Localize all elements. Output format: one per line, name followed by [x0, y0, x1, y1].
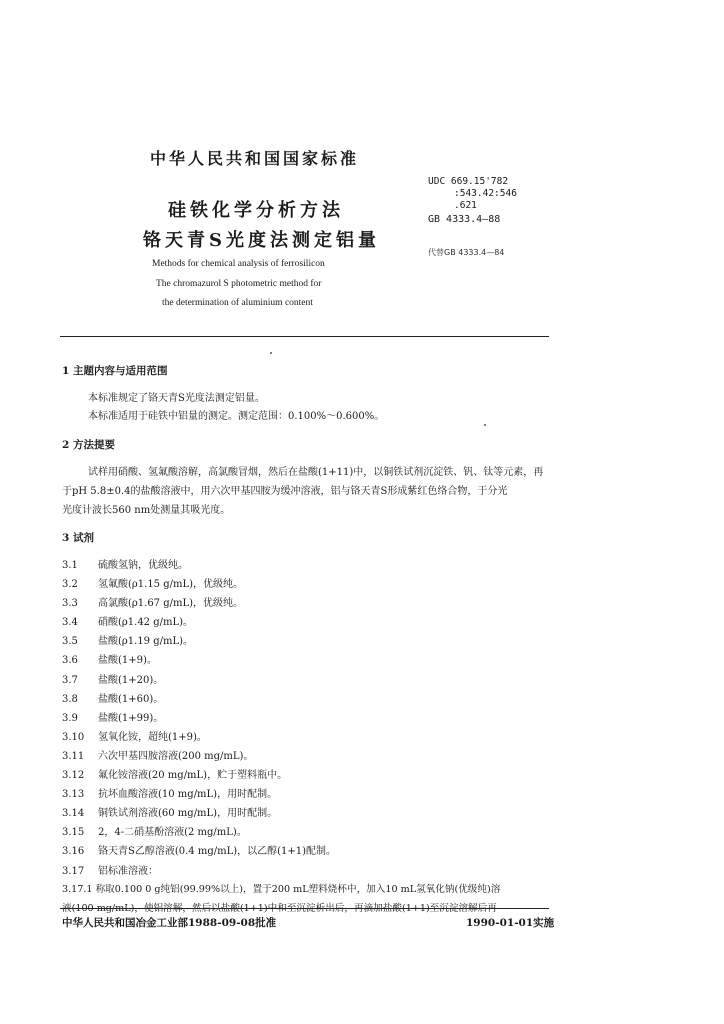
- replaces-note: 代替GB 4333.4—84: [428, 248, 505, 257]
- reagent-number: 3.1: [62, 560, 78, 571]
- section-3-17-1-line-1: 3.17.1 称取0.100 0 g纯铝(99.99%以上)，置于200 mL塑料烧杯中，加入10 mL氢氧化钠(优级纯)溶: [62, 884, 501, 895]
- reagent-number: 3.17: [62, 865, 85, 877]
- reagent-item: [62, 842, 336, 861]
- implementation-date: 1990-01-01实施: [466, 917, 555, 929]
- reagent-text: 盐酸(1+9)。: [98, 655, 157, 667]
- reagent-text: 盐酸(1+99)。: [98, 712, 164, 724]
- reagent-item: [62, 709, 336, 728]
- reagent-number: 3.2: [62, 579, 78, 591]
- reagent-text: 铝标准溶液：: [98, 865, 158, 877]
- reagent-text: 硫酸氢钠，优级纯。: [98, 560, 188, 571]
- reagent-item: [62, 613, 336, 632]
- reagent-item: [62, 556, 336, 575]
- section-3-heading: 3 试剂: [62, 532, 94, 544]
- approval-note: 中华人民共和国冶金工业部1988-09-08批准: [62, 917, 277, 929]
- reagent-number: 3.10: [62, 731, 85, 743]
- reagent-item: [62, 632, 336, 651]
- reagent-text: 氟化铵溶液(20 mg/mL)，贮于塑料瓶中。: [98, 770, 288, 782]
- reagent-number: 3.5: [62, 636, 78, 648]
- reagent-number: 3.8: [62, 693, 78, 705]
- reagent-text: 盐酸(ρ1.19 g/mL)。: [98, 636, 194, 648]
- reagent-text: 高氯酸(ρ1.67 g/mL)，优级纯。: [98, 598, 244, 610]
- reagent-text: 2，4-二硝基酚溶液(2 mg/mL)。: [98, 827, 247, 839]
- reagent-text: 铜铁试剂溶液(60 mg/mL)，用时配制。: [98, 808, 278, 820]
- reagent-number: 3.12: [62, 770, 85, 782]
- section-1-paragraph-2: 本标准适用于硅铁中铝量的测定。测定范围：0.100%～0.600%。: [88, 411, 385, 422]
- reagent-number: 3.14: [62, 808, 85, 820]
- reagent-item: [62, 651, 336, 670]
- section-1-paragraph-1: 本标准规定了铬天青S光度法测定铝量。: [88, 393, 265, 404]
- scan-speck: [484, 424, 486, 426]
- reagent-item: [62, 785, 336, 804]
- section-2-heading: 2 方法提要: [62, 439, 115, 451]
- gb-standard-number: GB 4333.4—88: [428, 214, 501, 225]
- reagent-number: 3.13: [62, 789, 85, 801]
- reagent-number: 3.4: [62, 617, 78, 629]
- reagent-item: [62, 747, 336, 766]
- reagent-item: [62, 728, 336, 747]
- english-title-line-3: the determination of aluminium content: [162, 298, 313, 308]
- section-2-line-3: 光度计波长560 nm处测量其吸光度。: [62, 505, 231, 516]
- reagent-item: [62, 804, 336, 823]
- reagent-item: [62, 690, 336, 709]
- section-2-line-2: 于pH 5.8±0.4的盐酸溶液中，用六次甲基四胺为缓冲溶液，铝与铬天青S形成紫红色络合物，于分光: [62, 486, 508, 497]
- reagent-number: 3.9: [62, 712, 78, 724]
- udc-line-1: UDC 669.15'782: [428, 176, 509, 187]
- footer-rule: [60, 908, 549, 909]
- issuing-authority: 中华人民共和国国家标准: [150, 149, 360, 168]
- english-title-line-2: The chromazurol S photometric method for: [156, 279, 322, 289]
- english-title-line-1: Methods for chemical analysis of ferrosilicon: [152, 259, 325, 269]
- section-3-17-1-line-2: [62, 900, 497, 914]
- reagent-number: 3.16: [62, 846, 85, 858]
- reagent-text: 氢氧化铵，超纯(1+9)。: [98, 731, 207, 743]
- reagent-text: 盐酸(1+60)。: [98, 693, 164, 705]
- reagent-item: [62, 766, 336, 785]
- reagent-text: 氢氟酸(ρ1.15 g/mL)，优级纯。: [98, 579, 244, 591]
- udc-line-3: .621: [454, 200, 477, 211]
- reagent-number: 3.3: [62, 598, 78, 610]
- reagent-item: [62, 671, 336, 690]
- reagent-list: [62, 556, 336, 881]
- reagent-item: [62, 594, 336, 613]
- reagent-number: 3.15: [62, 827, 85, 839]
- reagent-number: 3.7: [62, 674, 78, 686]
- scan-speck: [270, 352, 272, 354]
- header-rule: [60, 336, 549, 337]
- reagent-text: 盐酸(1+20)。: [98, 674, 164, 686]
- reagent-number: 3.11: [62, 750, 85, 762]
- reagent-text: 铬天青S乙醇溶液(0.4 mg/mL)，以乙醇(1+1)配制。: [98, 846, 337, 858]
- title-line-2: 铬天青S光度法测定铝量: [143, 230, 380, 251]
- reagent-item: [62, 575, 336, 594]
- reagent-item: [62, 862, 336, 881]
- reagent-text: 硝酸(ρ1.42 g/mL)。: [98, 617, 194, 629]
- udc-classification: [428, 176, 517, 212]
- reagent-text: 抗坏血酸溶液(10 mg/mL)，用时配制。: [98, 789, 278, 801]
- section-2-line-1: 试样用硝酸、氢氟酸溶解，高氯酸冒烟，然后在盐酸(1+11)中，以铜铁试剂沉淀铁、钒、钛等元素，再: [88, 467, 544, 478]
- udc-line-2: :543.42:546: [454, 188, 517, 199]
- title-line-1: 硅铁化学分析方法: [168, 200, 344, 221]
- reagent-number: 3.6: [62, 655, 78, 667]
- section-1-heading: 1 主题内容与适用范围: [62, 365, 168, 377]
- reagent-item: [62, 823, 336, 842]
- reagent-text: 六次甲基四胺溶液(200 mg/mL)。: [98, 750, 254, 762]
